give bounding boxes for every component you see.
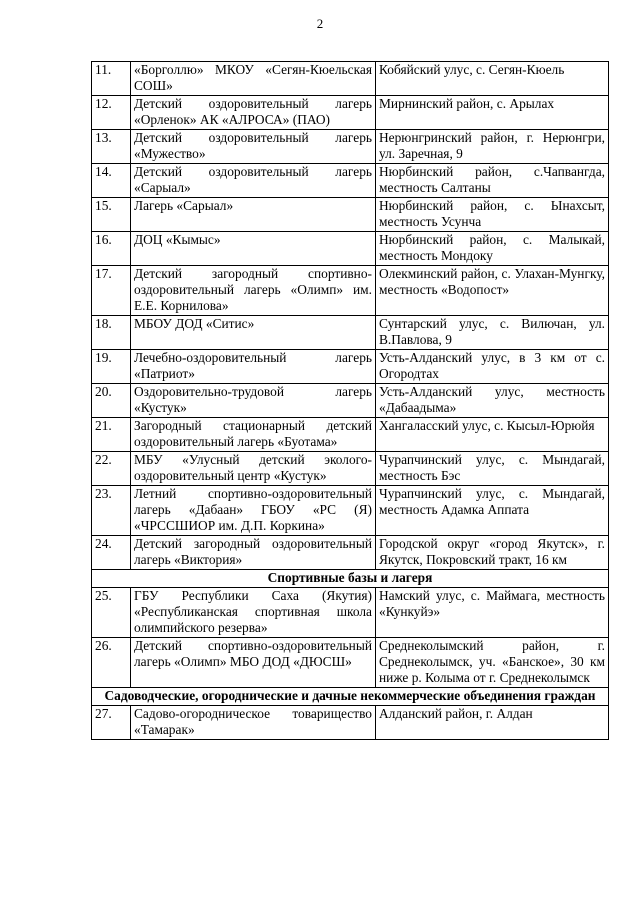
organization-name: Садово-огородническое товарищество «Тамарак» xyxy=(131,706,376,740)
table-row xyxy=(92,452,609,486)
row-number: 17. xyxy=(92,266,131,316)
organization-name: МБОУ ДОД «Ситис» xyxy=(131,316,376,350)
table-row xyxy=(92,706,609,740)
organization-location: Хангаласский улус, с. Кысыл-Юрюйя xyxy=(376,418,609,452)
organization-location: Нюрбинский район, с.Чапвангда, местность Салтаны xyxy=(376,164,609,198)
row-number: 22. xyxy=(92,452,131,486)
organization-name: Детский спортивно-оздоровительный лагерь «Олимп» МБО ДОД «ДЮСШ» xyxy=(131,638,376,688)
organization-name: Детский оздоровительный лагерь «Сарыал» xyxy=(131,164,376,198)
table-row xyxy=(92,638,609,688)
row-number: 15. xyxy=(92,198,131,232)
registry-table xyxy=(91,61,609,740)
organization-name: «Борголлю» МКОУ «Сегян-Кюельская СОШ» xyxy=(131,62,376,96)
table-row xyxy=(92,198,609,232)
organization-location: Алданский район, г. Алдан xyxy=(376,706,609,740)
page-number: 2 xyxy=(316,16,324,31)
table-row xyxy=(92,164,609,198)
row-number: 19. xyxy=(92,350,131,384)
row-number: 20. xyxy=(92,384,131,418)
row-number: 11. xyxy=(92,62,131,96)
organization-location: Усть-Алданский улус, местность «Дабаадыма» xyxy=(376,384,609,418)
organization-name: Детский оздоровительный лагерь «Мужество» xyxy=(131,130,376,164)
organization-name: Лечебно-оздоровительный лагерь «Патриот» xyxy=(131,350,376,384)
table-row xyxy=(92,96,609,130)
row-number: 27. xyxy=(92,706,131,740)
table-row xyxy=(92,588,609,638)
organization-name: Загородный стационарный детский оздоровительный лагерь «Буотама» xyxy=(131,418,376,452)
table-row xyxy=(92,266,609,316)
organization-name: Лагерь «Сарыал» xyxy=(131,198,376,232)
table-row xyxy=(92,384,609,418)
registry-table-body xyxy=(92,62,609,740)
row-number: 13. xyxy=(92,130,131,164)
organization-location: Нюрбинский район, с. Малыкай, местность Мондоку xyxy=(376,232,609,266)
row-number: 12. xyxy=(92,96,131,130)
table-row xyxy=(92,486,609,536)
row-number: 24. xyxy=(92,536,131,570)
organization-location: Нерюнгринский район, г. Нерюнгри, ул. Заречная, 9 xyxy=(376,130,609,164)
organization-name: Детский оздоровительный лагерь «Орленок» АК «АЛРОСА» (ПАО) xyxy=(131,96,376,130)
organization-location: Усть-Алданский улус, в 3 км от с. Огородтах xyxy=(376,350,609,384)
table-row xyxy=(92,350,609,384)
row-number: 26. xyxy=(92,638,131,688)
organization-location: Мирнинский район, с. Арылах xyxy=(376,96,609,130)
section-header-row xyxy=(92,688,609,706)
table-row xyxy=(92,232,609,266)
organization-location: Сунтарский улус, с. Вилючан, ул. В.Павлова, 9 xyxy=(376,316,609,350)
organization-name: Оздоровительно-трудовой лагерь «Кустук» xyxy=(131,384,376,418)
table-row xyxy=(92,418,609,452)
row-number: 16. xyxy=(92,232,131,266)
table-row xyxy=(92,130,609,164)
organization-location: Олекминский район, с. Улахан-Мунгку, местность «Водопост» xyxy=(376,266,609,316)
table-row xyxy=(92,536,609,570)
organization-name: Детский загородный оздоровительный лагерь «Виктория» xyxy=(131,536,376,570)
section-title: Спортивные базы и лагеря xyxy=(92,570,609,588)
organization-name: МБУ «Улусный детский эколого-оздоровительный центр «Кустук» xyxy=(131,452,376,486)
organization-location: Чурапчинский улус, с. Мындагай, местность Адамка Аппата xyxy=(376,486,609,536)
row-number: 18. xyxy=(92,316,131,350)
row-number: 14. xyxy=(92,164,131,198)
section-header-row xyxy=(92,570,609,588)
organization-name: Детский загородный спортивно-оздоровительный лагерь «Олимп» им. Е.Е. Корнилова» xyxy=(131,266,376,316)
organization-name: ГБУ Республики Саха (Якутия) «Республиканская спортивная школа олимпийского резерва» xyxy=(131,588,376,638)
section-title: Садоводческие, огороднические и дачные некоммерческие объединения граждан xyxy=(92,688,609,706)
organization-location: Кобяйский улус, с. Сегян-Кюель xyxy=(376,62,609,96)
organization-location: Нюрбинский район, с. Ынахсыт, местность Усунча xyxy=(376,198,609,232)
row-number: 21. xyxy=(92,418,131,452)
organization-location: Городской округ «город Якутск», г. Якутск, Покровский тракт, 16 км xyxy=(376,536,609,570)
organization-name: Летний спортивно-оздоровительный лагерь «Дабаан» ГБОУ «РС (Я) «ЧРССШИОР им. Д.П. Коркина» xyxy=(131,486,376,536)
row-number: 23. xyxy=(92,486,131,536)
table-row xyxy=(92,316,609,350)
organization-location: Намский улус, с. Маймага, местность «Кункуйэ» xyxy=(376,588,609,638)
row-number: 25. xyxy=(92,588,131,638)
organization-location: Чурапчинский улус, с. Мындагай, местность Бэс xyxy=(376,452,609,486)
organization-name: ДОЦ «Кымыс» xyxy=(131,232,376,266)
table-row xyxy=(92,62,609,96)
organization-location: Среднеколымский район, г. Среднеколымск, уч. «Банское», 30 км ниже р. Колыма от г. Среднеколымск xyxy=(376,638,609,688)
